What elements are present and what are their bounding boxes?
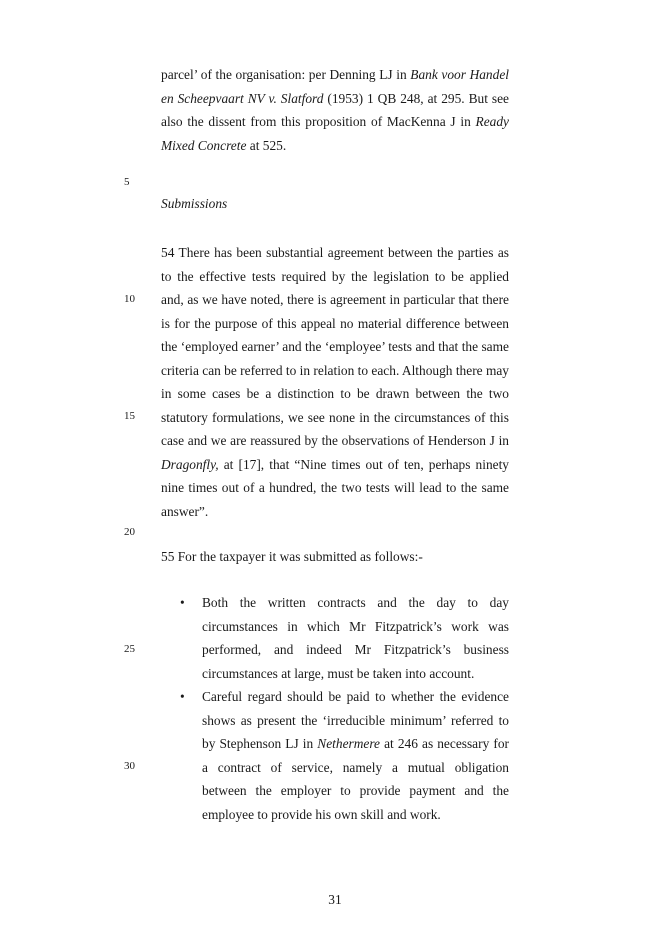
section-heading: Submissions [161, 196, 228, 211]
case-citation-dragonfly: Dragonfly, [161, 456, 219, 472]
bullet-icon: • [180, 595, 185, 610]
paragraph-54 [161, 241, 509, 523]
continued-paragraph [161, 63, 509, 157]
continued-text-2: (1953) 1 QB 248, at 295. But see also the dissent from this proposition of MacKenna J in [161, 90, 509, 129]
bullet-item-1 [180, 591, 509, 685]
line-number-10: 10 [124, 293, 135, 305]
continued-text-3: at 525. [246, 137, 287, 153]
paragraph-54-text-1: 54 There has been substantial agreement between the parties as to the effective tests required by the legislation to be applied and, as we have noted, there is agreement in particular that there is for the purpose of this appeal no material difference between the ‘employed earner’ and the ‘employee’ tests and that the same criteria can be referred to in relation to each. Although there may in some cases be a distinction to be drawn between the two statutory formulations, we see none in the circumstances of this case and we are reassured by the observations of Henderson J in [161, 245, 509, 448]
bullet-item-2 [180, 685, 509, 826]
bullet-2-text-1: Careful regard should be paid to whether the evidence shows as present the ‘irreducible minimum’ referred to by Stephenson LJ in [202, 689, 509, 751]
line-number-20: 20 [124, 526, 135, 538]
paragraph-55: 55 For the taxpayer it was submitted as follows:- [161, 549, 423, 564]
line-number-15: 15 [124, 410, 135, 422]
submission-bullets [180, 591, 509, 826]
bullet-1-text: Both the written contracts and the day to day circumstances in which Mr Fitzpatrick’s work was performed, and indeed Mr Fitzpatrick’s business circumstances at large, must be taken into account. [202, 595, 509, 681]
line-number-25: 25 [124, 643, 135, 655]
line-number-5: 5 [124, 176, 130, 188]
bullet-icon: • [180, 689, 185, 704]
bullet-2-text-2: at 246 as necessary for a contract of service, namely a mutual obligation between the employer to provide payment and the employee to provide his own skill and work. [202, 736, 509, 822]
case-citation-bank-voor-handel: Bank voor Handel en Scheepvaart NV v. Slatford [161, 67, 509, 106]
case-citation-nethermere: Nethermere [317, 736, 380, 751]
page-number: 31 [328, 892, 342, 907]
case-citation-ready-mixed-concrete: Ready Mixed Concrete [161, 114, 509, 153]
line-number-30: 30 [124, 760, 135, 772]
continued-text-1: parcel’ of the organisation: per Denning LJ in [161, 67, 411, 82]
paragraph-54-text-2: at [17], that “Nine times out of ten, perhaps ninety nine times out of a hundred, the two tests will lead to the same answer”. [161, 456, 509, 519]
